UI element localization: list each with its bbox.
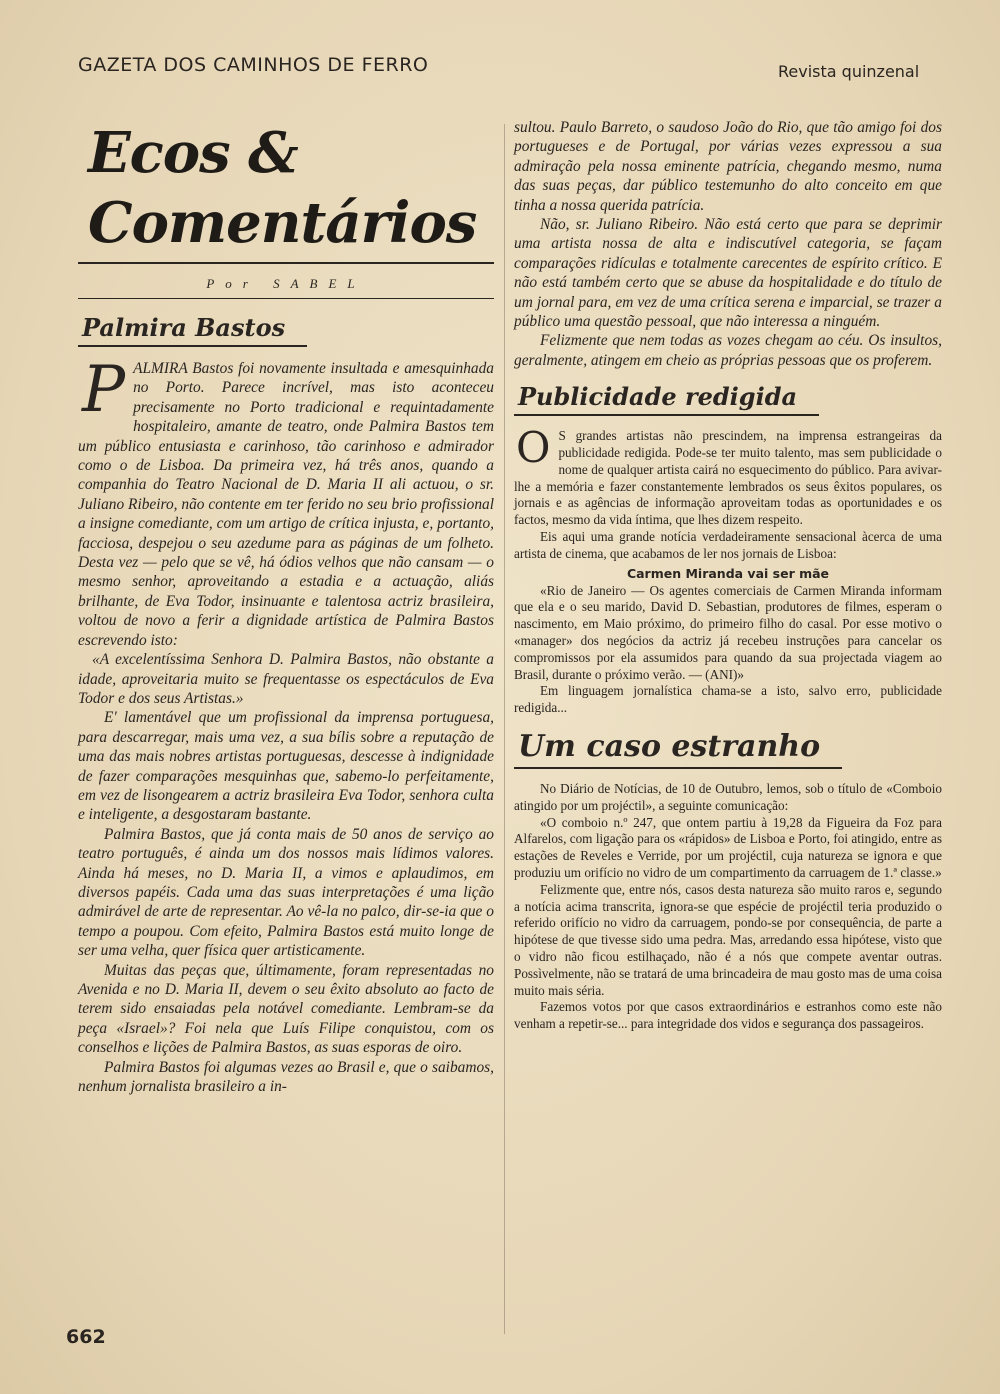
paragraph: O S grandes artistas não prescindem, na imprensa estrangeiras da publicidade redigida. Pode-se ter muito talento, mas sem publicidade o nome de qualquer artista cairá no esquecimento do público. Para avivar-lhe a memória e fazer constantemente lembrados os seus êxitos populares, os jornais e as agências de informação aproveitam todas as oportunidades e os factos, mesmo da vida íntima, que lhes dizem respeito. [514, 423, 942, 528]
caso-article [514, 781, 942, 1033]
paragraph: PALMIRA Bastos foi novamente insultada e amesquinhada no Porto. Parece incrível, mas isto aconteceu precisamente no Porto tradicional e requintadamente hospitaleiro, amante de teatro, onde Palmira Bastos tem um público entusiasta e carinhoso, tão carinhoso e admirador como o de Lisboa. Da primeira vez, há três anos, quando a companhia do Teatro Nacional de D. Maria II ali actuou, o sr. Juliano Ribeiro, não contente em ter ferido no seu brio profissional a insigne comediante, com um artigo de crítica injusta, e, portanto, facciosa, despejou o seu azedume para as páginas de um folheto. Desta vez — pelo que se vê, há ódios velhos que não cansam — o mesmo senhor, aproveitando a estadia e a actuação, aliás brilhante, de Eva Todor, insinuante e talentosa actriz brasileira, voltou de novo a ferir a dignidade artística de Palmira Bastos escrevendo isto: [78, 353, 494, 649]
section-heading-palmira: Palmira Bastos [78, 313, 307, 347]
byline: Por SABEL [206, 276, 366, 291]
column-masthead: Ecos & Comentários [88, 120, 477, 256]
byline-rule [78, 298, 494, 299]
section-heading-publicidade: Publicidade redigida [514, 382, 819, 416]
paragraph: Não, sr. Juliano Ribeiro. Não está certo que para se deprimir uma artista nossa de alta e indiscutível categoria, se façam comparações ridículas e totalmente carecentes de espírito crítico. E não está também certo que se abuse da hospitalidade e do título de um jornal para, em vez de uma crítica serena e imparcial, se trazer a público uma questão pessoal, que não interessa a ninguém. [514, 216, 942, 331]
publicidade-article [514, 423, 942, 717]
paragraph: Felizmente que nem todas as vozes chegam ao céu. Os insultos, geralmente, atingem em cheio as próprias pessoas que os proferem. [514, 332, 942, 369]
palmira-article-continued [514, 118, 942, 370]
news-headline: Carmen Miranda vai ser mãe [626, 565, 830, 581]
page-number: 662 [66, 1326, 106, 1348]
paragraph: Palmira Bastos, que já conta mais de 50 anos de serviço ao teatro português, é ainda um dos nossos mais lídimos valores. Ainda há meses, no D. Maria II, a vimos e aplaudimos, em diversos papéis. Cada uma das suas interpretações é uma lição admirável de arte de representar. Ao vê-la no palco, dir-se-ia que o tempo a poupou. Com efeito, Palmira Bastos está muito longe de ser uma velha, quer física quer artisticamente. [78, 825, 494, 960]
publication-title: GAZETA DOS CAMINHOS DE FERRO [78, 54, 429, 76]
paragraph: Fazemos votos por que casos extraordinários e estranhos como este não venham a repetir-se... para integridade dos vidos e segurança dos passageiros. [514, 999, 942, 1032]
left-column [78, 118, 494, 1096]
masthead-rule [78, 262, 494, 264]
quoted-news: «Rio de Janeiro — Os agentes comerciais de Carmen Miranda informam que ela e o seu marido, David D. Sebastian, produtores de filmes, esperam o nascimento, em Maio próximo, do primeiro filho do casal. Por esse motivo o «manager» dos negócios da actriz já recebeu instruções para cancelar os compromissos por ela assumidos para quando da sua projectada viagem ao Brasil, durante o próximo verão. — (ANI)» [514, 582, 942, 682]
paragraph: Palmira Bastos foi algumas vezes ao Brasil e, que o saibamos, nenhum jornalista brasileiro a in- [78, 1058, 494, 1096]
quoted-text: «A excelentíssima Senhora D. Palmira Bastos, não obstante a idade, aproveitaria muito se frequentasse os espectáculos de Eva Todor e dos seus Artistas.» [78, 651, 494, 707]
drop-cap: P [82, 353, 126, 427]
paragraph: Felizmente que, entre nós, casos desta natureza são muito raros e, segundo a notícia acima transcrita, ignora-se que espécie de projéctil teria produzido o referido orifício no vidro da carruagem, pondo-se por consequência, de parte a hipótese de que tivesse sido uma pedra. Mas, arredando essa hipótese, visto que o vidro não ficou estilhaçado, não é a nós que compete aventar outras. Possìvelmente, não se tratará de uma brincadeira de mau gosto mas de uma coisa muito mais séria. [514, 881, 942, 998]
paragraph: sultou. Paulo Barreto, o saudoso João do Rio, que tão amigo foi dos portugueses e de Portugal, por várias vezes expressou a sua admiração pela nossa eminente patrícia, chegando mesmo, numa das suas peças, dar público testemunho do alto conceito em que tinha a nossa querida patrícia. [514, 119, 942, 214]
paragraph: Em linguagem jornalística chama-se a isto, salvo erro, publicidade redigida... [514, 683, 942, 716]
paragraph: E' lamentável que um profissional da imprensa portuguesa, para descarregar, mais uma vez, a sua bílis sobre a reputação de uma das mais nobres artistas portuguesas, descesse à indignidade de fazer comparações mesquinhas que, sabemo-lo perfeitamente, em vez de lisongearem a actriz brasileira Eva Todor, senhora culta e inteligente, a desgostaram bastante. [78, 709, 494, 824]
paragraph: Muitas das peças que, últimamente, foram representadas no Avenida e no D. Maria II, devem o seu êxito absoluto ao facto de terem sido ensaiadas pela notável comediante. Lembram-se da peça «Israel»? Foi nela que Luís Filipe conquistou, com os conselhos e lições de Palmira Bastos, as suas esporas de oiro. [78, 961, 494, 1057]
section-heading-caso: Um caso estranho [514, 729, 842, 769]
quoted-text: «O comboio n.º 247, que ontem partiu à 19,28 da Figueira da Foz para Alfarelos, com ligação para os «rápidos» de Lisboa e Porto, foi atingido, entre as estações de Reveles e Verride, por um projéctil, cuja natureza se ignora e que produziu um orifício no vidro de um compartimento da carruagem de 1.ª classe.» [514, 814, 942, 881]
drop-cap: O [516, 423, 551, 473]
publication-frequency: Revista quinzenal [778, 62, 920, 81]
column-divider [504, 124, 505, 1334]
paragraph: No Diário de Notícias, de 10 de Outubro, lemos, sob o título de «Comboio atingido por um projéctil», a seguinte comunicação: [514, 781, 942, 813]
paragraph: Eis aqui uma grande notícia verdadeiramente sensacional àcerca de uma artista de cinema, que acabamos de ler nos jornais de Lisboa: [514, 529, 942, 561]
palmira-article [78, 353, 494, 1096]
right-column [514, 118, 942, 1033]
